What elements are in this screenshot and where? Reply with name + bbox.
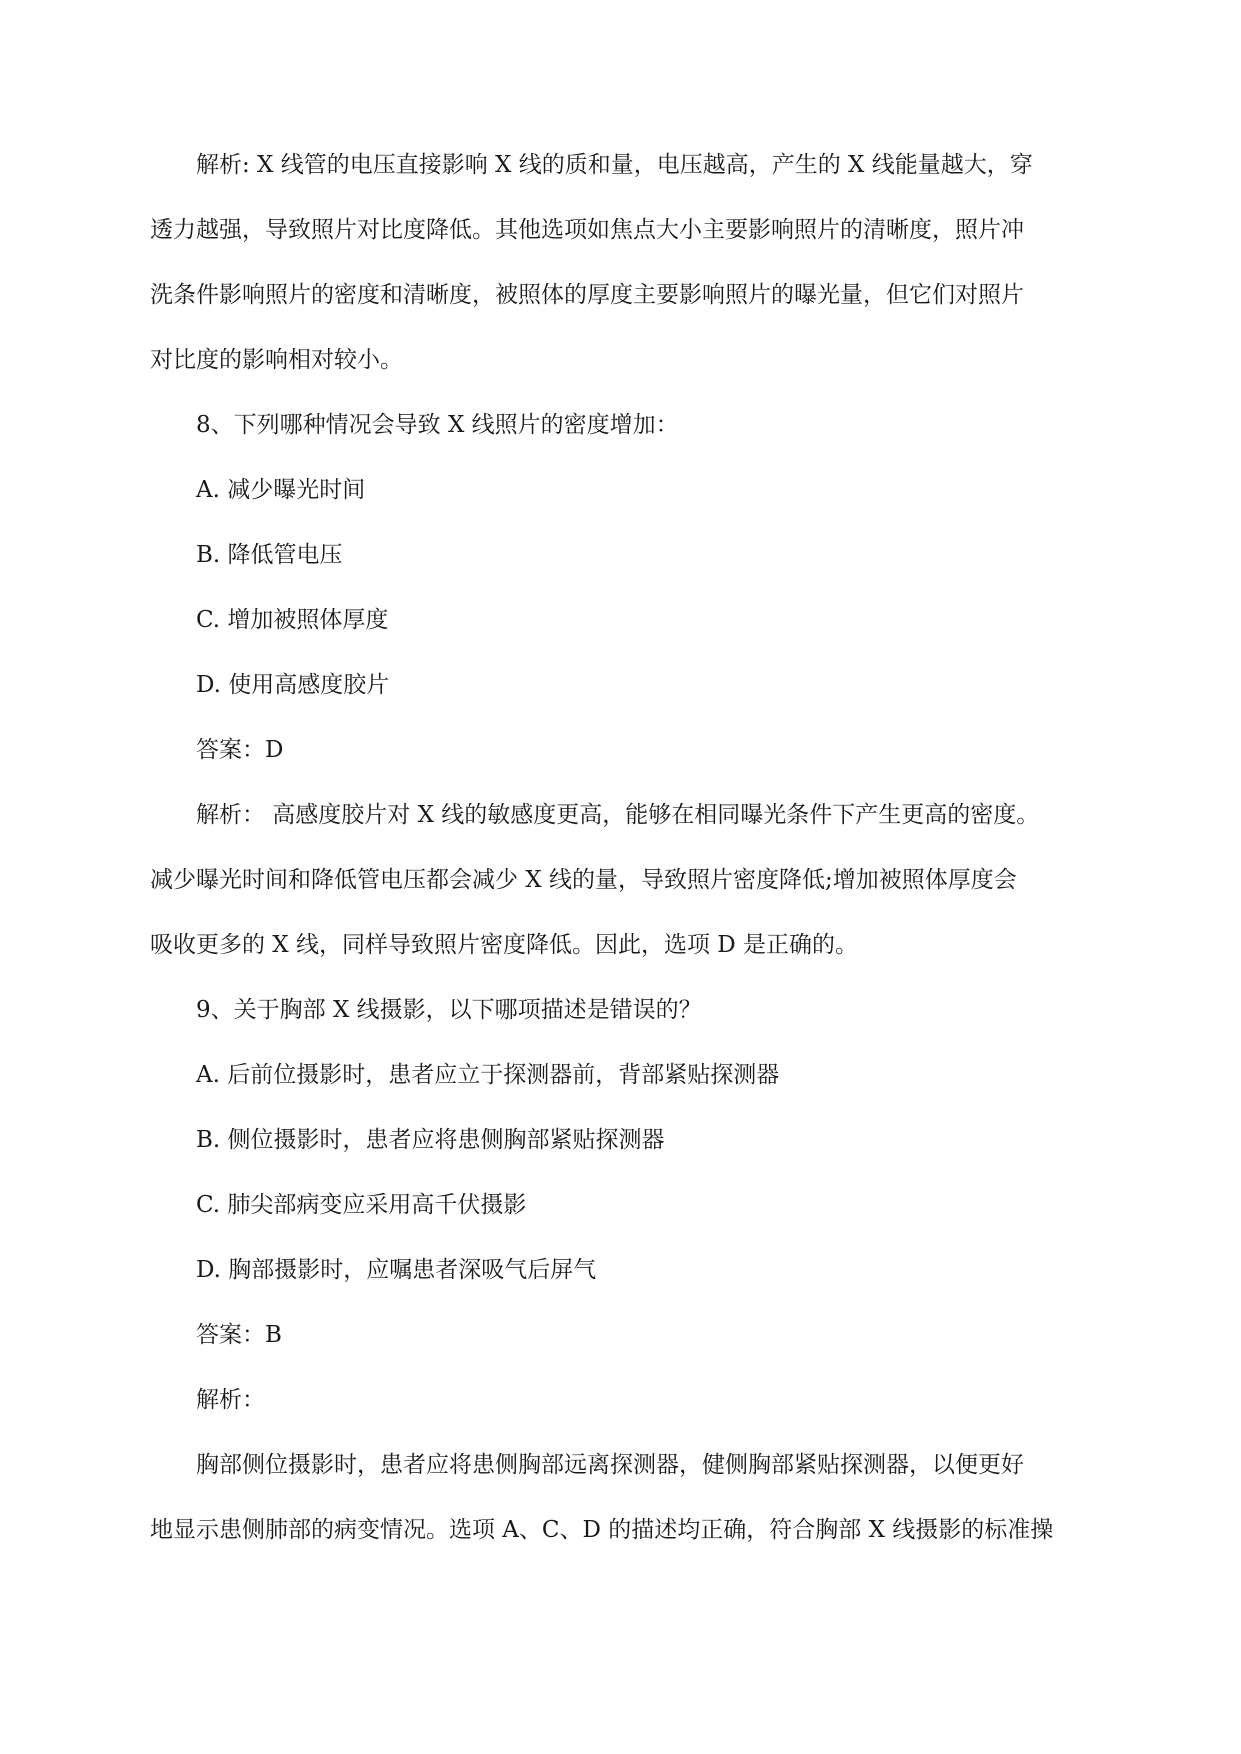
q9-analysis-label: 解析： — [196, 1387, 265, 1413]
analysis-7-line-1: 解析: X 线管的电压直接影响 X 线的质和量，电压越高，产生的 X 线能量越大，穿 — [196, 152, 1033, 178]
question-8: 8、下列哪种情况会导致 X 线照片的密度增加： — [196, 412, 679, 438]
q8-analysis-line-1: 解析： 高感度胶片对 X 线的敏感度更高，能够在相同曝光条件下产生更高的密度。 — [196, 802, 1040, 828]
q8-option-b: B. 降低管电压 — [196, 542, 343, 568]
q9-option-b: B. 侧位摄影时，患者应将患侧胸部紧贴探测器 — [196, 1127, 665, 1153]
q9-option-a: A. 后前位摄影时，患者应立于探测器前，背部紧贴探测器 — [196, 1062, 780, 1088]
page-content — [150, 148, 1100, 1578]
analysis-7-line-4: 对比度的影响相对较小。 — [150, 347, 403, 373]
q8-option-c: C. 增加被照体厚度 — [196, 607, 389, 633]
q8-analysis-line-3: 吸收更多的 X 线，同样导致照片密度降低。因此，选项 D 是正确的。 — [150, 932, 859, 958]
analysis-7-line-2: 透力越强，导致照片对比度降低。其他选项如焦点大小主要影响照片的清晰度，照片冲 — [150, 217, 1024, 243]
q8-option-d: D. 使用高感度胶片 — [196, 672, 390, 698]
q9-answer: 答案：B — [196, 1322, 282, 1348]
q8-analysis-line-2: 减少曝光时间和降低管电压都会减少 X 线的量，导致照片密度降低;增加被照体厚度会 — [150, 867, 1017, 893]
q9-option-c: C. 肺尖部病变应采用高千伏摄影 — [196, 1192, 527, 1218]
q8-answer: 答案：D — [196, 737, 284, 763]
question-9: 9、关于胸部 X 线摄影，以下哪项描述是错误的？ — [196, 997, 702, 1023]
q9-analysis-line-1: 胸部侧位摄影时，患者应将患侧胸部远离探测器，健侧胸部紧贴探测器，以便更好 — [196, 1452, 1024, 1478]
q9-analysis-line-2: 地显示患侧肺部的病变情况。选项 A、C、D 的描述均正确，符合胸部 X 线摄影的标准操 — [150, 1517, 1054, 1543]
analysis-7-line-3: 洗条件影响照片的密度和清晰度，被照体的厚度主要影响照片的曝光量，但它们对照片 — [150, 282, 1024, 308]
q9-option-d: D. 胸部摄影时，应嘱患者深吸气后屏气 — [196, 1257, 597, 1283]
q8-option-a: A. 减少曝光时间 — [196, 477, 366, 503]
